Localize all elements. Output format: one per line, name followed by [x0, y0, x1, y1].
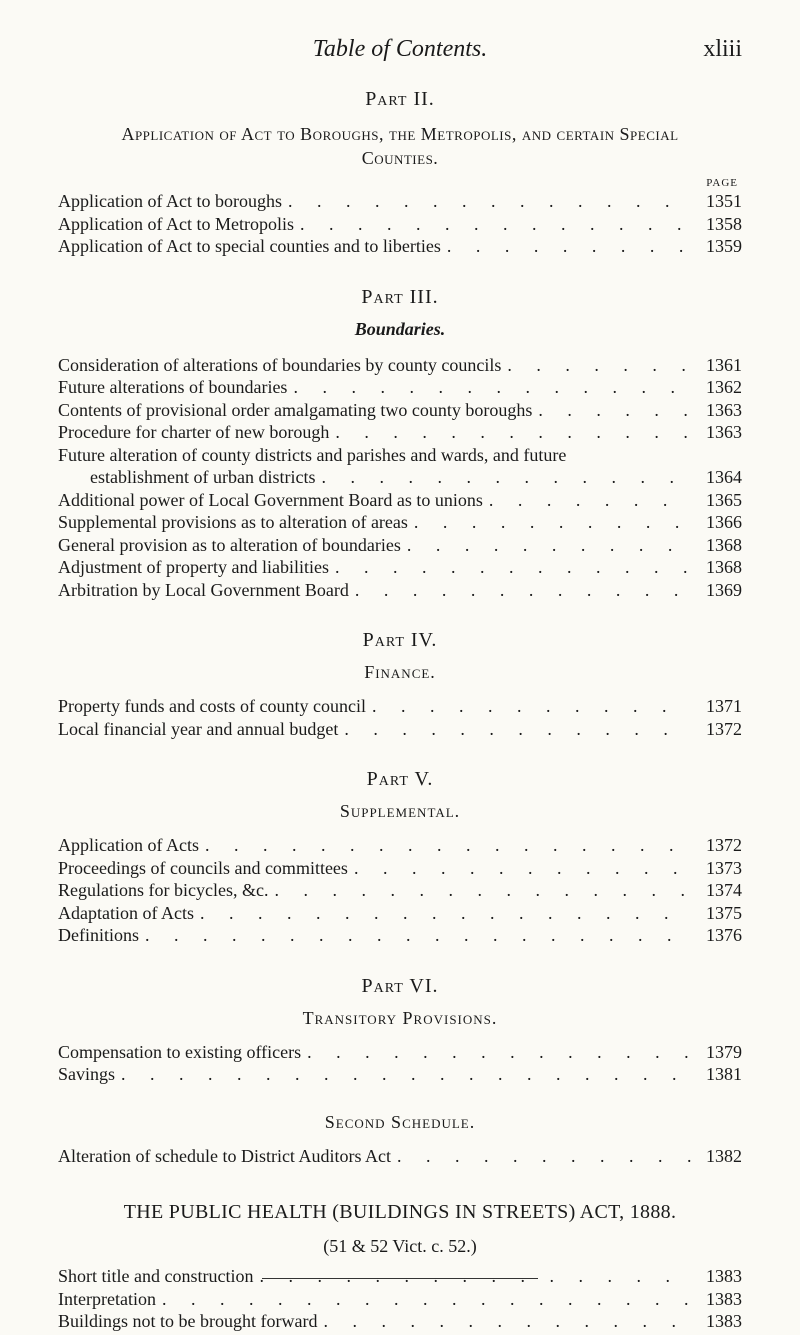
- second-schedule-section: [58, 1112, 742, 1168]
- entry-title: Savings: [58, 1064, 116, 1084]
- toc-entry[interactable]: [58, 354, 742, 377]
- entry-page: 1373: [706, 857, 742, 878]
- part-3-heading: Part III.: [361, 285, 439, 308]
- entry-page: 1363: [706, 399, 742, 420]
- part-3-entries: [58, 354, 742, 602]
- part-6-entries: [58, 1041, 742, 1086]
- part-3-section: [58, 286, 742, 602]
- entry-title: Adaptation of Acts: [58, 902, 194, 923]
- toc-entry[interactable]: [58, 902, 742, 925]
- entry-title: Application of Act to special counties and to liberties: [58, 236, 441, 256]
- entry-title-line2: establishment of urban districts: [90, 467, 316, 487]
- entry-page: 1358: [706, 213, 742, 234]
- entry-page: 1374: [706, 880, 742, 900]
- toc-entry[interactable]: [58, 376, 742, 399]
- toc-entry[interactable]: [58, 718, 742, 741]
- part-2-section: [58, 84, 742, 258]
- entry-title: Application of Act to Metropolis: [58, 213, 294, 234]
- entry-title: Definitions: [58, 925, 139, 945]
- entry-page: 1351: [706, 191, 742, 211]
- running-title: Table of Contents.: [312, 36, 488, 62]
- part-5-heading: Part V.: [366, 768, 434, 790]
- toc-entry[interactable]: [58, 1310, 742, 1333]
- entry-page: 1383: [706, 1288, 742, 1309]
- act-1888-citation: (51 & 52 Vict. c. 52.): [323, 1236, 477, 1256]
- entry-page: 1361: [706, 354, 742, 375]
- entry-page: 1364: [706, 467, 742, 487]
- part-2-subheading-line2: Counties.: [361, 148, 439, 168]
- toc-entry[interactable]: [58, 489, 742, 512]
- act-1888-section: [58, 1201, 742, 1333]
- toc-entry[interactable]: [58, 857, 742, 880]
- entry-title: Application of Act to boroughs: [58, 191, 282, 211]
- entry-page: 1376: [706, 925, 742, 945]
- entry-page: 1363: [706, 422, 742, 442]
- part-4-subheading: Finance.: [364, 662, 436, 682]
- toc-entry[interactable]: [58, 695, 742, 718]
- entry-title-line1: Future alteration of county districts and parishes and wards, and future: [58, 444, 567, 465]
- running-head: [0, 36, 800, 70]
- entry-page: 1382: [706, 1145, 742, 1166]
- toc-entry[interactable]: [58, 556, 742, 579]
- entry-title: Arbitration by Local Government Board: [58, 579, 349, 600]
- entry-title: Application of Acts: [58, 835, 199, 855]
- part-4-heading: Part IV.: [362, 629, 438, 651]
- entry-title: Proceedings of councils and committees: [58, 857, 348, 878]
- part-5-subheading: Supplemental.: [339, 801, 461, 821]
- entry-page: 1365: [706, 489, 742, 510]
- entry-page: 1379: [706, 1041, 742, 1062]
- part-4-section: [58, 629, 742, 740]
- entry-page: 1383: [706, 1311, 742, 1331]
- page-column-label: PAGE: [706, 177, 738, 189]
- entry-page: 1359: [706, 236, 742, 256]
- toc-entry[interactable]: [58, 1063, 742, 1086]
- toc-entry[interactable]: [58, 534, 742, 557]
- entry-title: Supplemental provisions as to alteration of areas: [58, 512, 408, 532]
- entry-page: 1381: [706, 1064, 742, 1084]
- entry-title: Interpretation: [58, 1288, 156, 1309]
- entry-title: Additional power of Local Government Board as to unions: [58, 489, 483, 510]
- entry-page: 1366: [706, 512, 742, 532]
- entry-title: Short title and construction: [58, 1266, 254, 1286]
- part-2-subheading-line1: Application of Act to Boroughs, the Metropolis, and certain Special: [121, 124, 679, 144]
- second-schedule-heading: Second Schedule.: [324, 1111, 476, 1132]
- second-schedule-entries: [58, 1145, 742, 1168]
- toc-entry[interactable]: [58, 1265, 742, 1288]
- entry-page: 1371: [706, 696, 742, 716]
- toc-entry[interactable]: [58, 1288, 742, 1311]
- entry-title: Future alterations of boundaries: [58, 377, 288, 397]
- toc-entry[interactable]: [58, 1145, 742, 1168]
- part-4-entries: [58, 695, 742, 740]
- part-5-entries: [58, 834, 742, 947]
- part-2-entries: [58, 190, 742, 258]
- entry-page: 1383: [706, 1266, 742, 1286]
- toc-entry-multiline[interactable]: [58, 444, 742, 489]
- closing-rule: [262, 1278, 538, 1279]
- toc-entry[interactable]: [58, 924, 742, 947]
- page-folio: xliii: [703, 36, 742, 62]
- toc-entry[interactable]: [58, 213, 742, 236]
- toc-entry[interactable]: [58, 1041, 742, 1064]
- toc-entry[interactable]: [58, 879, 742, 902]
- toc-entry[interactable]: [58, 421, 742, 444]
- entry-title: Procedure for charter of new borough: [58, 422, 330, 442]
- part-6-section: [58, 975, 742, 1086]
- entry-title: Compensation to existing officers: [58, 1041, 302, 1062]
- toc-entry[interactable]: [58, 834, 742, 857]
- entry-title: General provision as to alteration of boundaries: [58, 534, 401, 555]
- entry-page: 1368: [706, 534, 742, 555]
- part-6-heading: Part VI.: [361, 974, 439, 997]
- toc-entry[interactable]: [58, 579, 742, 602]
- entry-title: Adjustment of property and liabilities: [58, 557, 329, 577]
- part-6-subheading: Transitory Provisions.: [302, 1007, 498, 1028]
- entry-title: Local financial year and annual budget: [58, 718, 339, 739]
- part-5-section: [58, 768, 742, 947]
- toc-entry[interactable]: [58, 511, 742, 534]
- entry-page: 1372: [706, 718, 742, 739]
- entry-page: 1368: [706, 557, 742, 577]
- entry-title: Buildings not to be brought forward: [58, 1311, 318, 1331]
- part-3-subheading: Boundaries.: [354, 318, 446, 339]
- entry-title: Property funds and costs of county council: [58, 696, 366, 716]
- entry-title: Regulations for bicycles, &c.: [58, 880, 269, 900]
- entry-page: 1369: [706, 579, 742, 600]
- toc-entry[interactable]: [58, 399, 742, 422]
- act-1888-heading: THE PUBLIC HEALTH (BUILDINGS IN STREETS) ACT, 1888.: [123, 1201, 677, 1223]
- entry-page: 1362: [706, 377, 742, 397]
- entry-title: Alteration of schedule to District Auditors Act: [58, 1145, 391, 1166]
- toc-entry[interactable]: [58, 190, 742, 213]
- toc-entry[interactable]: [58, 235, 742, 258]
- entry-title: Contents of provisional order amalgamating two county boroughs: [58, 399, 533, 420]
- entry-title: Consideration of alterations of boundaries by county councils: [58, 354, 502, 375]
- part-2-heading: Part II.: [365, 88, 435, 110]
- entry-page: 1375: [706, 902, 742, 923]
- entry-page: 1372: [706, 835, 742, 855]
- act-1888-entries: [58, 1265, 742, 1333]
- toc-content: [58, 84, 742, 1333]
